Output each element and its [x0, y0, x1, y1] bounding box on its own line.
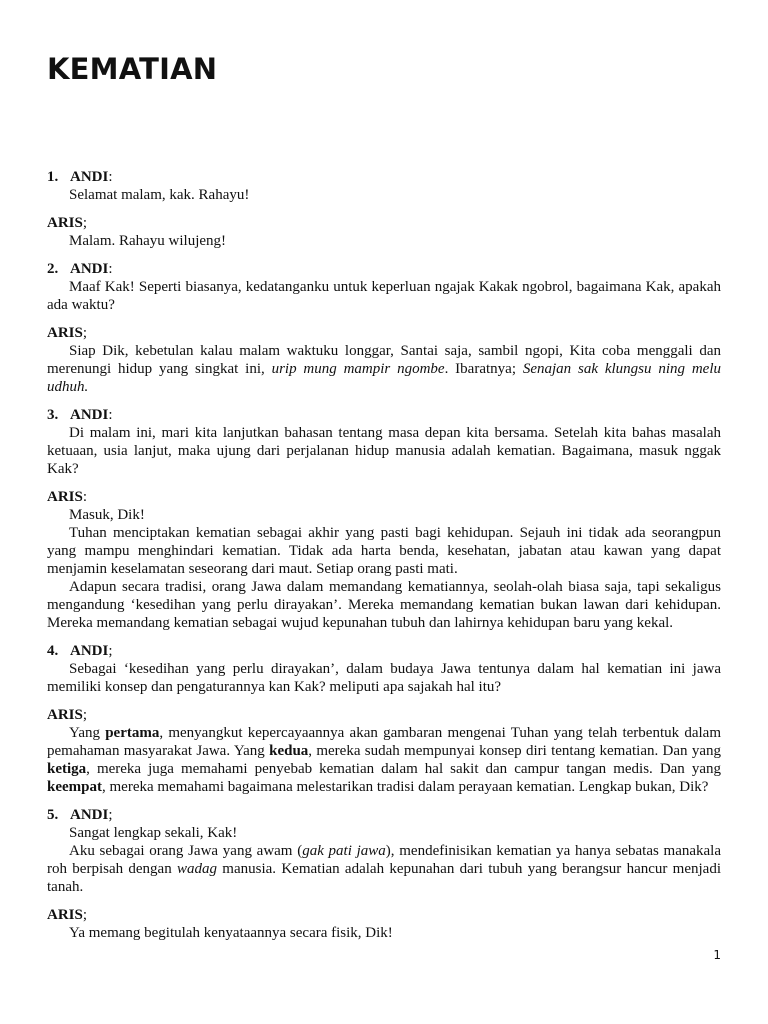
page-number: 1 — [713, 948, 721, 962]
dialogue-paragraph — [47, 278, 721, 314]
dialogue-content — [47, 168, 721, 952]
dialogue-paragraph — [47, 924, 721, 942]
text-run: Ya memang begitulah kenyataannya secara fisik, Dik! — [69, 925, 393, 941]
speaker-line — [47, 488, 721, 506]
speaker-separator: : — [108, 407, 113, 423]
speaker-separator: ; — [108, 807, 113, 823]
italic-phrase: gak pati jawa — [302, 843, 386, 859]
speaker-separator: ; — [82, 707, 88, 723]
dialogue-block — [47, 260, 721, 314]
speaker-separator: ; — [82, 325, 88, 341]
speaker-line — [47, 324, 721, 342]
item-number: 4. — [47, 643, 59, 659]
speaker-name: ANDI — [70, 643, 109, 659]
dialogue-paragraph — [47, 506, 721, 524]
speaker-name: ANDI — [70, 261, 109, 277]
speaker-line — [47, 706, 721, 724]
speaker-line — [47, 260, 721, 278]
dialogue-block — [47, 488, 721, 632]
bold-term: keempat — [47, 779, 102, 795]
document-title: KEMATIAN — [47, 52, 218, 86]
italic-phrase: Senajan sak klungsu ning melu udhuh. — [47, 361, 721, 395]
dialogue-paragraph — [47, 342, 721, 396]
dialogue-paragraph — [47, 578, 721, 632]
bold-term: pertama — [105, 725, 160, 741]
item-number: 1. — [47, 169, 59, 185]
speaker-line — [47, 406, 721, 424]
speaker-name: ANDI — [70, 807, 109, 823]
speaker-name: ANDI — [70, 169, 109, 185]
dialogue-block — [47, 706, 721, 796]
speaker-line — [47, 906, 721, 924]
speaker-name: ANDI — [70, 407, 109, 423]
text-run: , mereka juga memahami penyebab kematian dalam hal sakit dan campur tangan medis. Dan yang — [86, 761, 721, 777]
text-run: , mereka sudah mempunyai konsep diri tentang kematian. Dan yang — [308, 743, 721, 759]
italic-phrase: wadag — [177, 861, 218, 877]
item-number: 2. — [47, 261, 59, 277]
text-run: . Ibaratnya; — [444, 361, 523, 377]
speaker-name: ARIS — [47, 707, 83, 723]
text-run: Selamat malam, kak. Rahayu! — [69, 187, 250, 203]
dialogue-block — [47, 642, 721, 696]
dialogue-paragraph — [47, 524, 721, 578]
speaker-name: ARIS — [47, 907, 83, 923]
dialogue-paragraph — [47, 842, 721, 896]
dialogue-paragraph — [47, 660, 721, 696]
dialogue-paragraph — [47, 724, 721, 796]
speaker-separator: : — [82, 489, 88, 505]
text-run: ), mendefinisikan kematian ya hanya sebatas manakala roh berpisah dengan — [47, 843, 721, 877]
dialogue-paragraph — [47, 424, 721, 478]
speaker-separator: ; — [82, 215, 88, 231]
speaker-separator: : — [108, 261, 113, 277]
text-run: Maaf Kak! Seperti biasanya, kedatanganku untuk keperluan ngajak Kakak ngobrol, bagaimana Kak, apakah ada waktu? — [47, 279, 721, 313]
speaker-name: ARIS — [47, 215, 83, 231]
speaker-line — [47, 806, 721, 824]
dialogue-block — [47, 214, 721, 250]
text-run: Aku sebagai orang Jawa yang awam ( — [69, 843, 303, 859]
text-run: Tuhan menciptakan kematian sebagai akhir yang pasti bagi kehidupan. Sejauh ini tidak ada seorangpun yang mampu menghindari kematian. Tidak ada harta benda, kesehatan, jabatan atau kawan yang dapat menjamin keselamatan seseorang dari maut. Setiap orang pasti mati. — [47, 525, 721, 577]
bold-term: ketiga — [47, 761, 87, 777]
dialogue-paragraph — [47, 824, 721, 842]
dialogue-paragraph — [47, 232, 721, 250]
dialogue-block — [47, 806, 721, 896]
item-number: 3. — [47, 407, 59, 423]
dialogue-block — [47, 324, 721, 396]
dialogue-block — [47, 406, 721, 478]
text-run: Sebagai ‘kesedihan yang perlu dirayakan’, dalam budaya Jawa tentunya dalam hal kematian ini jawa memiliki konsep dan pengaturannya kan Kak? meliputi apa sajakah hal itu? — [47, 661, 721, 695]
italic-phrase: urip mung mampir ngombe — [271, 361, 445, 377]
dialogue-paragraph — [47, 186, 721, 204]
dialogue-block — [47, 168, 721, 204]
speaker-line — [47, 642, 721, 660]
item-number: 5. — [47, 807, 59, 823]
speaker-separator: ; — [82, 907, 88, 923]
text-run: Sangat lengkap sekali, Kak! — [69, 825, 238, 841]
text-run: Di malam ini, mari kita lanjutkan bahasan tentang masa depan kita bersama. Setelah kita bahas masalah ketuaan, usia lanjut, maka ujung dari perjalanan hidup manusia adalah kematian. Bagaimana, masuk nggak Kak? — [47, 425, 721, 477]
text-run: , menyangkut kepercayaannya akan gambaran mengenai Tuhan yang telah terbentuk dalam pemahaman masyarakat Jawa. Yang — [47, 725, 721, 759]
text-run: , mereka memahami bagaimana melestarikan tradisi dalam perayaan kematian. Lengkap bukan, Dik? — [102, 779, 709, 795]
text-run: Adapun secara tradisi, orang Jawa dalam memandang kematiannya, seolah-olah biasa saja, tapi sekaligus mengandung ‘kesedihan yang perlu dirayakan’. Mereka memandang kematian bukan lawan dari kehidupan. Mereka memandang kematian sebagai wujud kepunahan tubuh dan lahirnya kehidupan baru yang kekal. — [47, 579, 721, 631]
speaker-separator: : — [108, 169, 113, 185]
speaker-name: ARIS — [47, 489, 83, 505]
speaker-separator: ; — [108, 643, 113, 659]
text-run: Masuk, Dik! — [69, 507, 145, 523]
speaker-line — [47, 214, 721, 232]
bold-term: kedua — [269, 743, 309, 759]
speaker-line — [47, 168, 721, 186]
text-run: Yang — [69, 725, 106, 741]
dialogue-block — [47, 906, 721, 942]
speaker-name: ARIS — [47, 325, 83, 341]
text-run: manusia. Kematian adalah kepunahan dari tubuh yang berangsur hancur menjadi tanah. — [47, 861, 721, 895]
text-run: Malam. Rahayu wilujeng! — [69, 233, 227, 249]
text-run: Siap Dik, kebetulan kalau malam waktuku longgar, Santai saja, sambil ngopi, Kita coba menggali dan merenungi hidup yang singkat ini, — [47, 343, 721, 377]
